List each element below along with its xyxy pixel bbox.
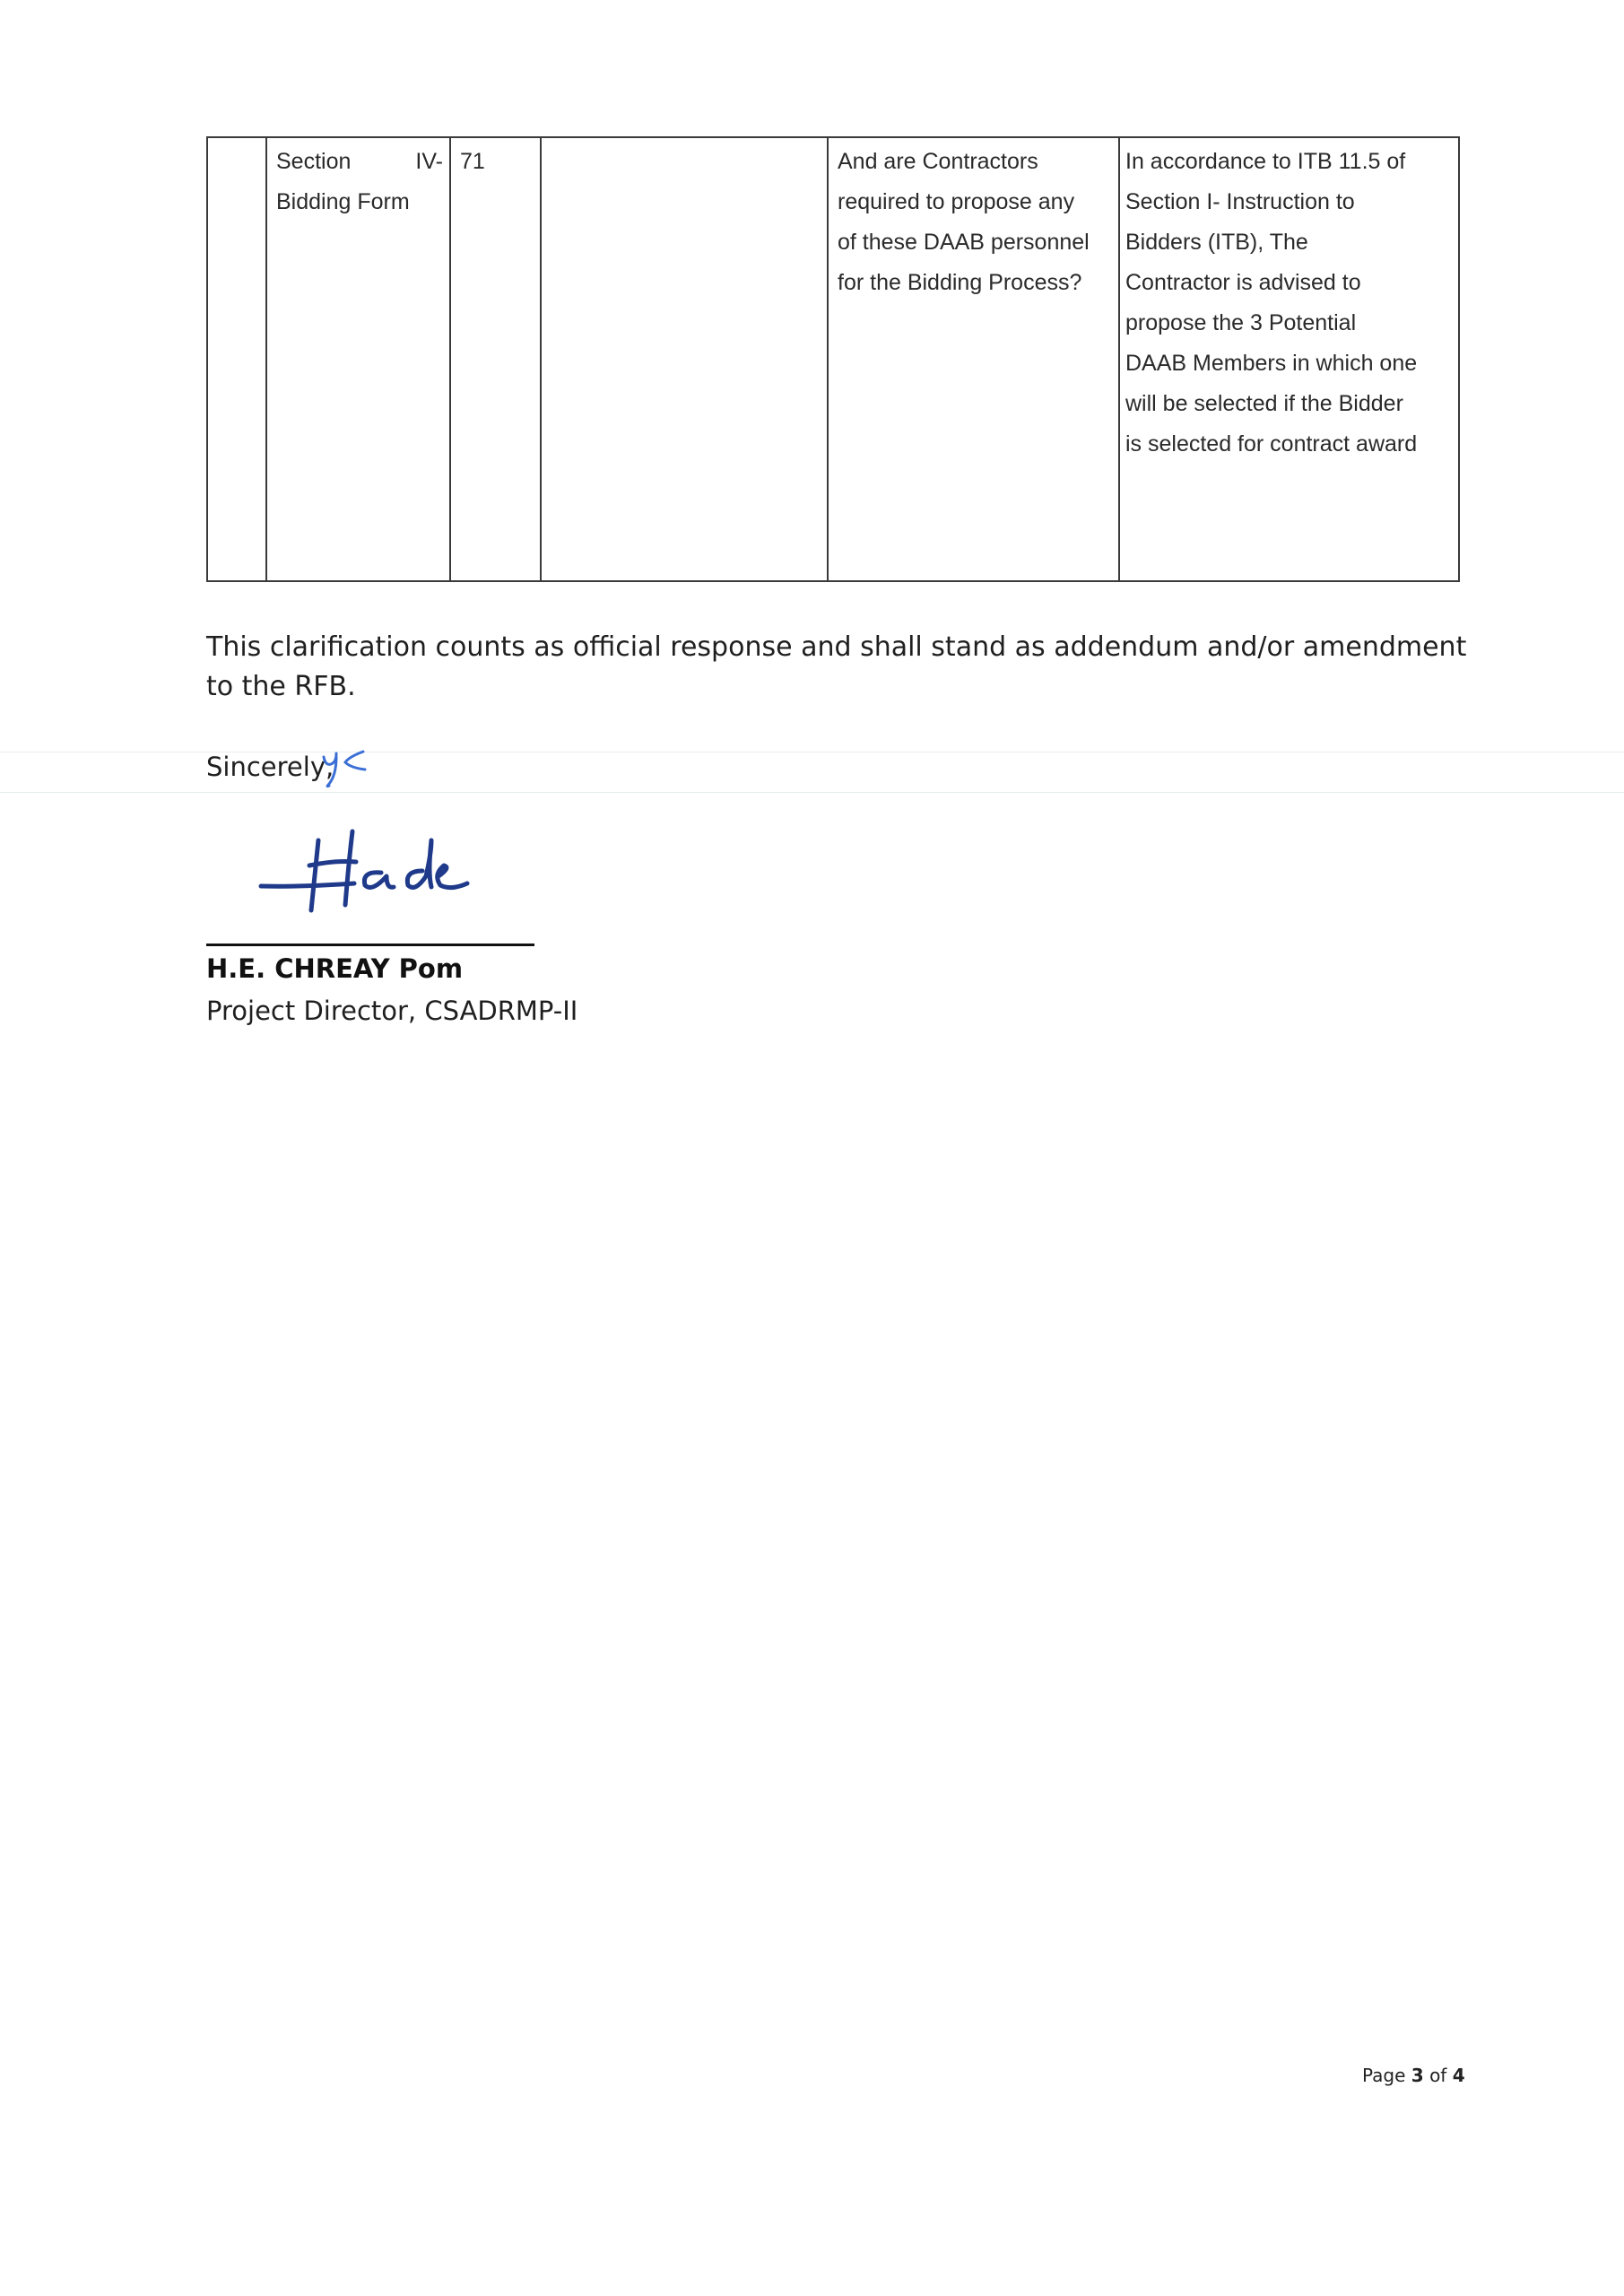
clarification-table [206, 136, 1460, 582]
response-line: propose the 3 Potential [1125, 310, 1357, 335]
reference-part: IV- [415, 149, 443, 174]
signature-line [206, 944, 534, 946]
scan-artifact-line [0, 792, 1624, 793]
page-number [1362, 2065, 1465, 2086]
clause-cell [541, 137, 828, 581]
handwritten-initials-icon [318, 744, 372, 789]
response-line: is selected for contract award [1125, 431, 1418, 457]
reference-part: Section [276, 149, 352, 174]
row-number-cell [207, 137, 266, 581]
reference-line: Bidding Form [276, 189, 410, 214]
response-line: will be selected if the Bidder [1125, 391, 1403, 416]
handwritten-signature-icon [256, 821, 471, 919]
question-cell [828, 137, 1119, 581]
clarification-statement: This clarification counts as official response and shall stand as addendum and/or amendment to the RFB. [206, 631, 1467, 702]
question-line: for the Bidding Process? [838, 270, 1082, 295]
response-line: Section I- Instruction to [1125, 189, 1355, 214]
table-row [207, 137, 1459, 581]
page-label: Page [1362, 2065, 1406, 2086]
question-line: of these DAAB personnel [838, 230, 1090, 255]
signatory-name: H.E. CHREAY Pom [206, 953, 464, 984]
page-of: of [1429, 2065, 1447, 2086]
response-line: DAAB Members in which one [1125, 351, 1418, 376]
response-line: Bidders (ITB), The [1125, 230, 1308, 255]
page-current: 3 [1411, 2065, 1424, 2086]
response-line: Contractor is advised to [1125, 270, 1361, 295]
signatory-title: Project Director, CSADRMP-II [206, 996, 578, 1026]
closing-text: Sincerely, [206, 752, 334, 782]
response-cell [1119, 137, 1459, 581]
reference-line [276, 142, 443, 182]
question-line: And are Contractors [838, 149, 1038, 174]
question-line: required to propose any [838, 189, 1075, 214]
page-total: 4 [1452, 2065, 1465, 2086]
response-line: In accordance to ITB 11.5 of [1125, 149, 1406, 174]
page-cell: 71 [450, 137, 541, 581]
reference-cell [266, 137, 450, 581]
